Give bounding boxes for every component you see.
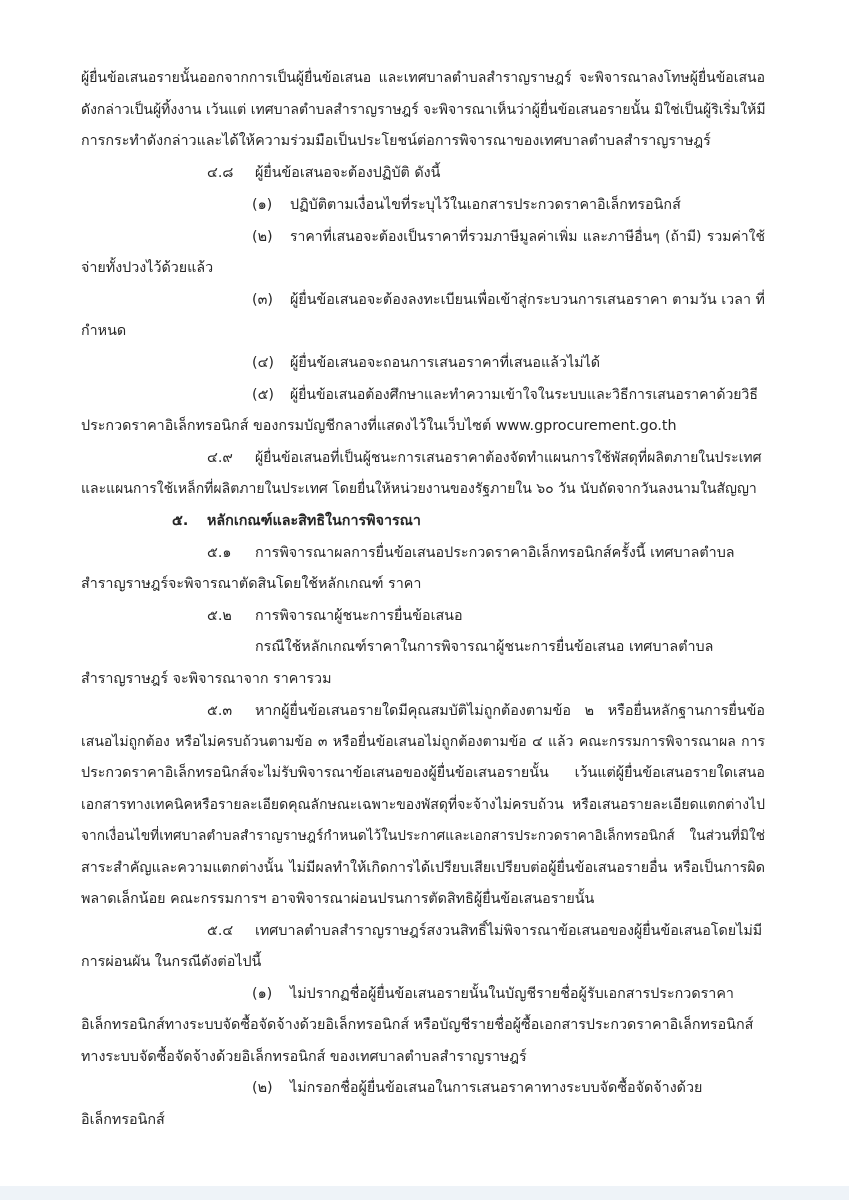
item-text: ผู้ยื่นข้อเสนอต้องศึกษาและทำความเข้าใจในระบบและวิธีการเสนอราคาด้วยวิธี [290,387,758,403]
item-number: (๔) [252,355,274,371]
paragraph-line: ประกวดราคาอิเล็กทรอนิกส์จะไม่รับพิจารณาข้อเสนอของผู้ยื่นข้อเสนอรายนั้น เว้นแต่ผู้ยื่นข้อเสนอรายใดเสนอ [81,765,765,781]
paragraph-line: และแผนการใช้เหล็กที่ผลิตภายในประเทศ โดยยื่นให้หน่วยงานของรัฐภายใน ๖๐ วัน นับถัดจากวันลงนามในสัญญา [81,481,757,497]
item-text: ประกวดราคาอิเล็กทรอนิกส์ ของกรมบัญชีกลางที่แสดงไว้ในเว็บไซต์ www.gprocurement.go.th [81,418,677,434]
paragraph-line: ผู้ยื่นข้อเสนอที่เป็นผู้ชนะการเสนอราคาต้องจัดทำแผนการใช้พัสดุที่ผลิตภายในประเทศ [255,450,762,466]
item-number: (๓) [252,292,273,308]
item-number: (๑) [252,197,273,213]
section-number: ๔.๙ [207,450,233,466]
section-title: ผู้ยื่นข้อเสนอจะต้องปฏิบัติ ดังนี้ [255,165,441,181]
section-number: ๕.๒ [207,608,232,624]
paragraph-line: เทศบาลตำบลสำราญราษฎร์สงวนสิทธิ์ไม่พิจารณาข้อเสนอของผู้ยื่นข้อเสนอโดยไม่มี [255,923,763,939]
item-text: จ่ายทั้งปวงไว้ด้วยแล้ว [81,260,214,276]
section-heading: หลักเกณฑ์และสิทธิในการพิจารณา [207,513,421,529]
paragraph-line: การผ่อนผัน ในกรณีดังต่อไปนี้ [81,954,262,970]
paragraph-line: สำราญราษฎร์ จะพิจารณาจาก ราคารวม [81,671,332,687]
paragraph-line: การพิจารณาผลการยื่นข้อเสนอประกวดราคาอิเล็กทรอนิกส์ครั้งนี้ เทศบาลตำบล [255,545,735,561]
paragraph-line: สาระสำคัญและความแตกต่างนั้น ไม่มีผลทำให้เกิดการได้เปรียบเสียเปรียบต่อผู้ยื่นข้อเสนอรายอื่น หรือเป็นการผิด [81,860,765,876]
paragraph-line: หากผู้ยื่นข้อเสนอรายใดมีคุณสมบัติไม่ถูกต้องตามข้อ ๒ หรือยื่นหลักฐานการยื่นข้อ [255,703,765,719]
section-number: ๕.๑ [207,545,232,561]
item-text: ไม่ปรากฏชื่อผู้ยื่นข้อเสนอรายนั้นในบัญชีรายชื่อผู้รับเอกสารประกวดราคา [290,986,734,1002]
item-text: อิเล็กทรอนิกส์ [81,1112,165,1128]
paragraph-line: เอกสารทางเทคนิคหรือรายละเอียดคุณลักษณะเฉพาะของพัสดุที่จะจ้างไม่ครบถ้วน หรือเสนอรายละเอียดแตกต่างไป [81,797,765,813]
item-number: (๕) [252,387,274,403]
item-text: ไม่กรอกชื่อผู้ยื่นข้อเสนอในการเสนอราคาทางระบบจัดซื้อจัดจ้างด้วย [290,1080,703,1096]
paragraph-line: เสนอไม่ถูกต้อง หรือไม่ครบถ้วนตามข้อ ๓ หรือยื่นข้อเสนอไม่ถูกต้องตามข้อ ๔ แล้ว คณะกรรมการพิจารณาผล การ [81,734,765,750]
paragraph-line: กรณีใช้หลักเกณฑ์ราคาในการพิจารณาผู้ชนะการยื่นข้อเสนอ เทศบาลตำบล [255,639,714,655]
paragraph-line: จากเงื่อนไขที่เทศบาลตำบลสำราญราษฎร์กำหนดไว้ในประกาศและเอกสารประกวดราคาอิเล็กทรอนิกส์ ในส่วนที่มิใช่ [81,828,765,844]
item-number: (๒) [252,1080,273,1096]
paragraph-line: พลาดเล็กน้อย คณะกรรมการฯ อาจพิจารณาผ่อนปรนการตัดสิทธิผู้ยื่นข้อเสนอรายนั้น [81,891,595,907]
item-text: อิเล็กทรอนิกส์ทางระบบจัดซื้อจัดจ้างด้วยอิเล็กทรอนิกส์ หรือบัญชีรายชื่อผู้ซื้อเอกสารประกวดราคาอิเล็กทรอนิกส์ [81,1017,754,1033]
section-number: ๔.๘ [207,165,234,181]
section-number: ๕.๔ [207,923,234,939]
item-text: ทางระบบจัดซื้อจัดจ้างด้วยอิเล็กทรอนิกส์ ของเทศบาลตำบลสำราญราษฎร์ [81,1049,527,1065]
item-number: (๒) [252,229,273,245]
section-number: ๕.๓ [207,703,233,719]
paragraph-line: ดังกล่าวเป็นผู้ทิ้งงาน เว้นแต่ เทศบาลตำบลสำราญราษฎร์ จะพิจารณาเห็นว่าผู้ยื่นข้อเสนอรายนั้น มิใช่เป็นผู้ริเริ่มให้มี [81,102,766,118]
scan-bottom-edge [0,1186,849,1200]
item-number: (๑) [252,986,273,1002]
item-text: ผู้ยื่นข้อเสนอจะต้องลงทะเบียนเพื่อเข้าสู่กระบวนการเสนอราคา ตามวัน เวลา ที่ [290,292,765,308]
item-text: ราคาที่เสนอจะต้องเป็นราคาที่รวมภาษีมูลค่าเพิ่ม และภาษีอื่นๆ (ถ้ามี) รวมค่าใช้ [290,229,765,245]
item-text: ผู้ยื่นข้อเสนอจะถอนการเสนอราคาที่เสนอแล้วไม่ได้ [290,355,601,371]
section-number: ๕. [172,513,189,529]
paragraph-line: ผู้ยื่นข้อเสนอรายนั้นออกจากการเป็นผู้ยื่นข้อเสนอ และเทศบาลตำบลสำราญราษฎร์ จะพิจารณาลงโทษผู้ยื่นข้อเสนอ [81,70,765,86]
item-text: ปฏิบัติตามเงื่อนไขที่ระบุไว้ในเอกสารประกวดราคาอิเล็กทรอนิกส์ [290,197,681,213]
paragraph-line: สำราญราษฎร์จะพิจารณาตัดสินโดยใช้หลักเกณฑ์ ราคา [81,576,422,592]
item-text: กำหนด [81,323,127,339]
section-title: การพิจารณาผู้ชนะการยื่นข้อเสนอ [255,608,463,624]
paragraph-line: การกระทำดังกล่าวและได้ให้ความร่วมมือเป็นประโยชน์ต่อการพิจารณาของเทศบาลตำบลสำราญราษฎร์ [81,133,711,149]
